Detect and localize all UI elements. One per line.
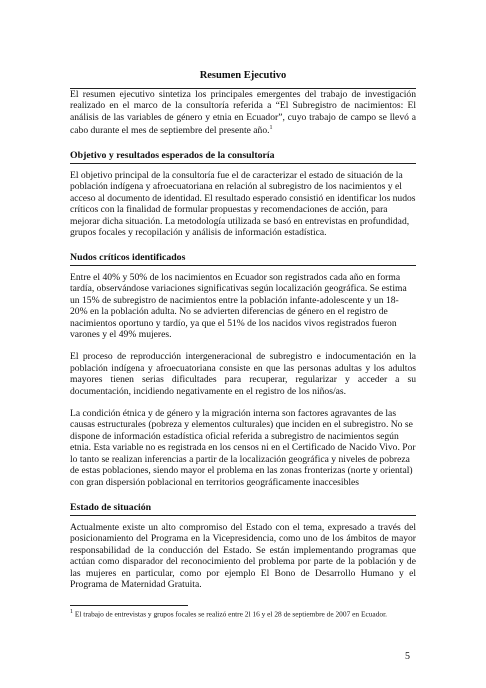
footnote-ref: 1 [269,125,273,132]
footnote-text: El trabajo de entrevistas y grupos focales se realizó entre 2l 16 y el 28 de septiembre de 2007 en Ecuador. [74,609,388,619]
intro-paragraph [70,88,416,137]
nudos-section-body [70,272,416,499]
heading-objetivo: Objetivo y resultados esperados de la consultoría [70,150,416,164]
objetivo-paragraph: El objetivo principal de la consultoría fue el de caracterizar el estado de situación de la población indígena y afroecuatoriana en relación al subregistro de los nacimientos y el acceso al documento de identidad. El resultado esperado consistió en identificar los nudos críticos con la finalidad de formular propuestas y recomendaciones de acción, para mejorar dicha situación. La metodología utilizada se basó en entrevistas en profundidad, grupos focales y recopilación y análisis de información estadística. [70,170,416,239]
page-title: Resumen Ejecutivo [199,70,287,81]
estado-paragraph: Actualmente existe un alto compromiso del Estado con el tema, expresado a través del posicionamiento del Programa en la Vicepresidencia, como uno de los ámbitos de mayor responsabilidad de la conducción del Estado. Se están implementando programas que actúan como disparador del reconocimiento del problema por parte de la población y de las mujeres en particular, como por ejemplo El Bono de Desarrollo Humano y el Programa de Maternidad Gratuita. [70,522,416,591]
footnote [70,608,416,618]
heading-nudos: Nudos críticos identificados [70,252,416,266]
nudos-paragraph-2: El proceso de reproducción intergeneracional de subregistro e indocumentación en la población indígena y afroecuatoriana consiste en que las personas adultas y los adultos mayores tienen serias dificultades para recuperar, regularizar y acceder a su documentación, incidiendo negativamente en el registro de los niños/as. [70,351,416,397]
nudos-paragraph-3: La condición étnica y de género y la migración interna son factores agravantes de las causas estructurales (pobreza y elementos culturales) que inciden en el subregistro. No se dispone de información estadística oficial referida a subregistro de nacimientos según etnia. Esta variable no es registrada en los censos ni en el Certificado de Nacido Vivo. Por lo tanto se realizan inferencias a partir de la localización geográfica y niveles de pobreza de estas poblaciones, siendo mayor el problema en las zonas fronterizas (norte y oriental) con gran dispersión poblacional en territorios geográficamente inaccesibles [70,408,416,488]
footnote-number: 1 [70,609,73,615]
nudos-paragraph-1: Entre el 40% y 50% de los nacimientos en Ecuador son registrados cada año en forma tardía, observándose variaciones significativas según localización geográfica. Se estima un 15% de subregistro de nacimientos entre la población infante-adolescente y un 18-20% en la población adulta. No se advierten diferencias de género en el registro de nacimientos oportuno y tardío, ya que el 51% de los nacidos vivos registrados fueron varones y el 49% mujeres. [70,272,407,341]
footnote-separator [70,605,188,606]
intro-text: El resumen ejecutivo sintetiza los principales emergentes del trabajo de investigación realizado en el marco de la consultoría referida a “El Subregistro de nacimientos: El análisis de las variables de género y etnia en Ecuador”, cuyo trabajo de campo se llevó a cabo durante el mes de septiembre del presente año. [70,89,416,137]
heading-estado: Estado de situación [70,502,416,516]
page-number: 5 [405,651,410,662]
